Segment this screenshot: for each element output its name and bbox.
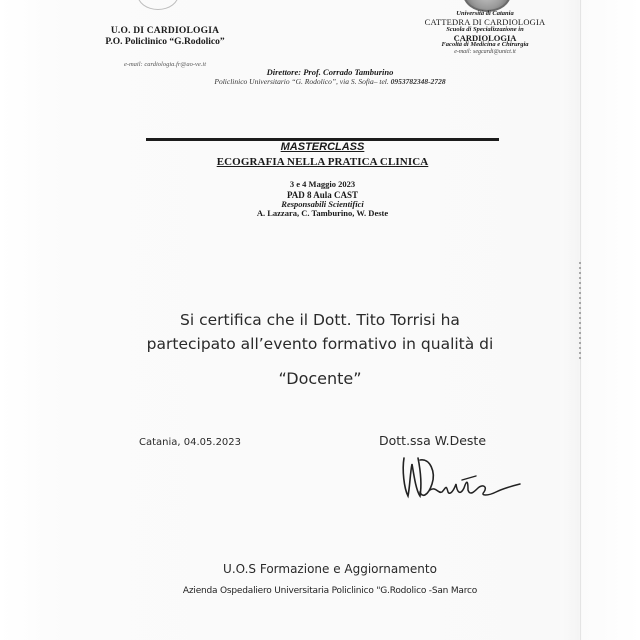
certificate-role: “Docente”: [278, 369, 362, 388]
hospital-name: P.O. Policlinico “G.Rodolico”: [105, 37, 225, 47]
certificate-line-1: Si certifica che il Dott. Tito Torrisi ha: [180, 311, 460, 329]
university-name: Università di Catania: [456, 10, 514, 17]
unit-email: e-mail: cardiologia.fr@ao-ve.it: [123, 61, 207, 68]
event-title: ECOGRAFIA NELLA PRATICA CLINICA: [216, 156, 429, 168]
certificate-line-2: partecipato all’evento formativo in qualità di: [146, 335, 494, 353]
event-type: MASTERCLASS: [280, 141, 365, 153]
responsabili-names: A. Lazzara, C. Tamburino, W. Deste: [256, 208, 389, 219]
footer-hospital: Azienda Ospedaliero Universitaria Policlinico "G.Rodolico -San Marco: [182, 586, 478, 596]
chair-name: CATTEDRA DI CARDIOLOGIA: [424, 16, 546, 27]
place-date: Catania, 04.05.2023: [139, 437, 242, 448]
director-block: [180, 68, 480, 86]
header-right: [410, 11, 560, 56]
address-text: Policlinico Universitario “G. Rodolico”, via S. Sofia– tel.: [214, 76, 389, 86]
phone-number: 0953782348-2728: [390, 76, 446, 86]
header-left: [90, 26, 240, 68]
director-address: [180, 78, 480, 87]
director-name: Direttore: Prof. Corrado Tamburino: [266, 67, 394, 77]
school-label: Scuola di Specializzazione in: [446, 25, 524, 33]
event-location: PAD 8 Aula CAST: [286, 189, 359, 200]
chair-email: e-mail: segcardi@unict.it: [454, 49, 516, 56]
footer-office: U.O.S Formazione e Aggiornamento: [223, 562, 437, 576]
signer-name: Dott.ssa W.Deste: [379, 433, 487, 448]
scan-artifact: [579, 262, 581, 362]
unit-name: U.O. DI CARDIOLOGIA: [110, 26, 220, 36]
responsabili-label: Responsabili Scientifici: [281, 198, 364, 209]
event-dates: 3 e 4 Maggio 2023: [289, 179, 356, 189]
faculty-name: Facoltà di Medicina e Chirurgia: [441, 41, 529, 49]
specialty-name: CARDIOLOGIA: [453, 32, 517, 43]
event-info: [180, 180, 465, 219]
signature-icon: [396, 450, 526, 506]
